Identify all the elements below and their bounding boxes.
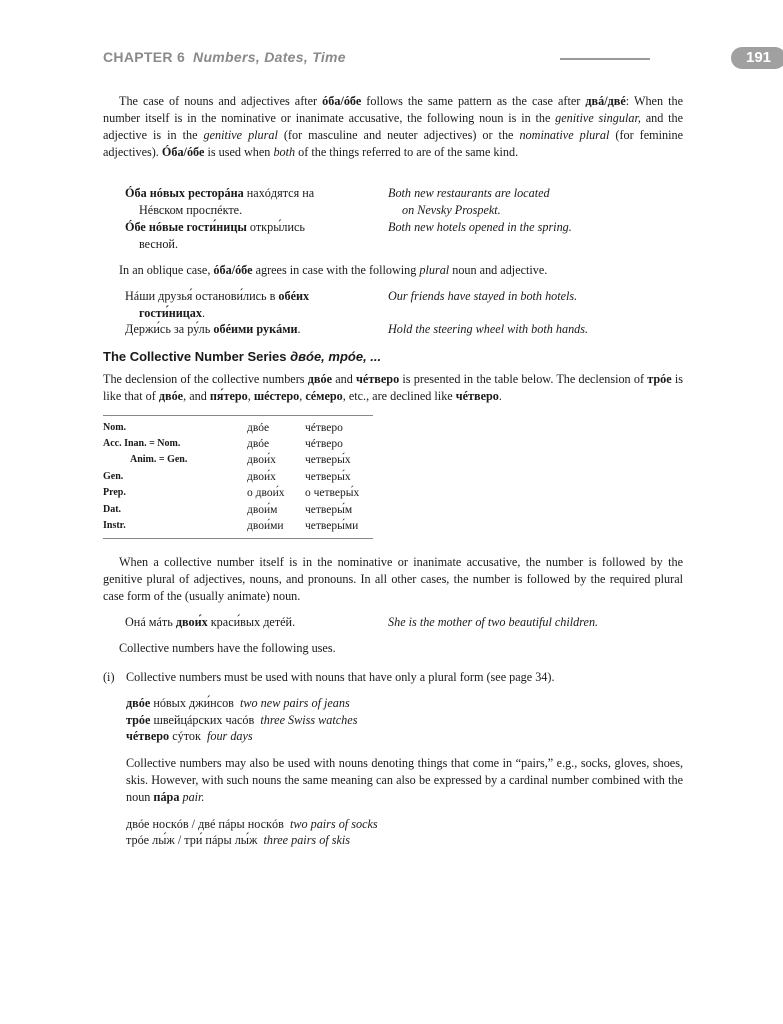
cell-chetvero: чéтверо	[305, 422, 343, 434]
text: Both new hotels opened in the spring.	[388, 220, 572, 234]
cell-chetvero: четверы́х	[305, 471, 351, 483]
case-label: Dat.	[103, 504, 122, 515]
cell-dvoe: двои́м	[247, 504, 278, 516]
table-row	[103, 518, 373, 534]
text: откры́лись	[246, 220, 305, 234]
page-number: 191	[731, 47, 783, 69]
bold-term: двóе	[126, 696, 151, 710]
text: Онá мáть	[125, 615, 176, 629]
example-line	[126, 712, 526, 729]
example-translation: She is the mother of two beautiful children.	[388, 615, 599, 629]
text: , etc., are declined like	[342, 389, 456, 403]
page-header	[103, 46, 772, 70]
bold-term: гости́ницах	[139, 306, 202, 320]
running-head	[103, 49, 346, 65]
cell-chetvero: четверы́м	[305, 504, 353, 516]
bold-term: двóе	[307, 372, 332, 386]
text: and	[332, 372, 357, 386]
bold-term: чéтверо	[356, 372, 400, 386]
bold-term: обéих	[278, 289, 310, 303]
text: Нáши друзья́ останови́лись в	[125, 289, 279, 303]
text: нóвых джи́нсов	[150, 696, 234, 710]
case-label: Instr.	[103, 520, 126, 531]
text: Collective numbers may also be used with nouns denoting things that come in “pairs,” e.g., socks, gloves, shoes, skis. However, with such nouns the same meaning can also be expressed by a cardinal number combined with the noun	[126, 756, 683, 804]
cell-dvoe: двои́х	[247, 454, 276, 466]
text: Both new restaurants are located	[388, 186, 550, 200]
bold-term: Óбе нóвые гости́ницы	[125, 220, 247, 234]
bold-term: сéмеро	[305, 389, 343, 403]
bold-term: шéстеро	[253, 389, 300, 403]
example-translation	[388, 185, 678, 219]
table-row	[103, 420, 373, 436]
oblique-paragraph	[119, 262, 683, 279]
table-row	[103, 485, 373, 501]
text: швейцáрских часóв	[150, 713, 255, 727]
text: краси́вых детéй.	[207, 615, 296, 629]
heading-italic: двóе, трóе, ...	[290, 349, 382, 364]
translation: two pairs of socks	[289, 817, 378, 831]
text: нахóдятся на	[243, 186, 315, 200]
bold-term: óба/óбе	[322, 94, 362, 108]
text: , and	[183, 389, 210, 403]
example-russian	[125, 288, 375, 322]
text: on Nevsky Prospekt.	[402, 203, 501, 217]
collective-paragraph: When a collective number itself is in the nominative or inanimate accusative, the number is followed by the genitive plural of adjectives, nouns, and pronouns. In all other cases, the number is followed by the required plural case form of the (usually animate) noun.	[103, 555, 683, 603]
bold-term: трóе	[647, 372, 672, 386]
bold-term: óба/óбе	[213, 263, 253, 277]
uses-intro: Collective numbers have the following uses.	[119, 641, 336, 655]
bold-term: двои́х	[175, 615, 208, 629]
translation: three Swiss watches	[260, 713, 358, 727]
text: ,	[299, 389, 306, 403]
bold-term: трóе	[126, 713, 151, 727]
section-heading	[103, 349, 381, 364]
italic-term: genitive singular,	[555, 111, 641, 125]
pairs-paragraph	[126, 755, 683, 806]
cell-dvoe: двои́ми	[247, 520, 284, 532]
text: noun and adjective.	[449, 263, 548, 277]
text: сýток	[169, 729, 201, 743]
use-item: Collective numbers must be used with nouns that have only a plural form (see page 34).	[126, 670, 555, 684]
cell-dvoe: двои́х	[247, 471, 276, 483]
example-russian	[125, 321, 375, 338]
cell-chetvero: четверы́х	[305, 454, 351, 466]
case-label: Nom.	[103, 422, 127, 433]
text: : When the number itself is in the nominative or inanimate accusative, the following noun is in the	[103, 94, 683, 125]
case-label: Anim. = Gen.	[130, 454, 188, 465]
text: is like that of	[103, 372, 683, 403]
bold-term: чéтверо	[126, 729, 170, 743]
text: and the adjective is in the	[103, 111, 683, 142]
table-row	[103, 452, 373, 468]
text: .	[498, 389, 502, 403]
bold-term: Óба нóвых ресторáна	[125, 186, 244, 200]
example-russian	[125, 219, 375, 253]
bold-term: Óба/óбе	[161, 145, 205, 159]
header-rule	[560, 58, 650, 60]
example-translation: Our friends have stayed in both hotels.	[388, 289, 578, 303]
text: .	[202, 306, 206, 320]
cell-dvoe: о двои́х	[247, 487, 285, 499]
text: (for feminine adjectives).	[103, 128, 683, 159]
text: Держи́сь за ру́ль	[125, 322, 214, 336]
italic-term: nominative plural	[519, 128, 610, 142]
example-russian	[125, 614, 375, 631]
table-row	[103, 436, 373, 452]
cell-dvoe: двóе	[247, 422, 270, 434]
bold-term: двá/двé	[585, 94, 626, 108]
example-line	[126, 816, 526, 833]
bold-term: двóе	[158, 389, 184, 403]
example-russian	[125, 185, 375, 219]
italic-term: genitive plural	[203, 128, 278, 142]
case-label: Acc. Inan. = Nom.	[103, 438, 181, 449]
example-translation: Hold the steering wheel with both hands.	[388, 322, 589, 336]
italic-term: pair.	[182, 790, 205, 804]
table-rule-bottom	[103, 538, 373, 539]
table-rule-top	[103, 415, 373, 416]
declension-paragraph	[103, 371, 683, 405]
example-line	[126, 728, 526, 745]
heading-text: The Collective Number Series	[103, 349, 291, 364]
text: is presented in the table below. The declension of	[399, 372, 648, 386]
intro-paragraph	[103, 93, 683, 161]
text: is used when	[204, 145, 274, 159]
bold-term: пáра	[153, 790, 180, 804]
cell-chetvero: четверы́ми	[305, 520, 359, 532]
text: The declension of the collective numbers	[103, 372, 308, 386]
table-row	[103, 469, 373, 485]
text: .	[297, 322, 301, 336]
bold-term: пя́теро	[209, 389, 248, 403]
cell-chetvero: о четверы́х	[305, 487, 360, 499]
case-label: Gen.	[103, 471, 124, 482]
text: Нéвском проспéкте.	[139, 203, 243, 217]
text: двóе носкóв / двé пáры носкóв	[126, 817, 284, 831]
example-line	[126, 832, 526, 849]
example-translation	[388, 219, 678, 236]
example-line	[126, 695, 526, 712]
cell-chetvero: чéтверо	[305, 438, 343, 450]
list-marker: (i)	[103, 670, 115, 684]
italic-term: plural	[419, 263, 450, 277]
translation: four days	[206, 729, 253, 743]
text: весной.	[139, 237, 178, 251]
bold-term: обéими рукáми	[213, 322, 298, 336]
text: ,	[247, 389, 254, 403]
text: (for masculine and neuter adjectives) or the	[277, 128, 520, 142]
text: трóе лы́ж / три́ пáры лы́ж	[126, 833, 258, 847]
translation: three pairs of skis	[263, 833, 351, 847]
text: agrees in case with the following	[252, 263, 420, 277]
table-row	[103, 502, 373, 518]
italic-term: both	[273, 145, 296, 159]
text: follows the same pattern as the case after	[361, 94, 586, 108]
cell-dvoe: двóе	[247, 438, 270, 450]
chapter-label: CHAPTER 6	[103, 49, 186, 65]
text: of the things referred to are of the same kind.	[295, 145, 519, 159]
chapter-title: Numbers, Dates, Time	[193, 49, 346, 65]
text: The case of nouns and adjectives after	[119, 94, 323, 108]
case-label: Prep.	[103, 487, 126, 498]
text: In an oblique case,	[119, 263, 214, 277]
translation: two new pairs of jeans	[240, 696, 350, 710]
bold-term: чéтверо	[455, 389, 499, 403]
